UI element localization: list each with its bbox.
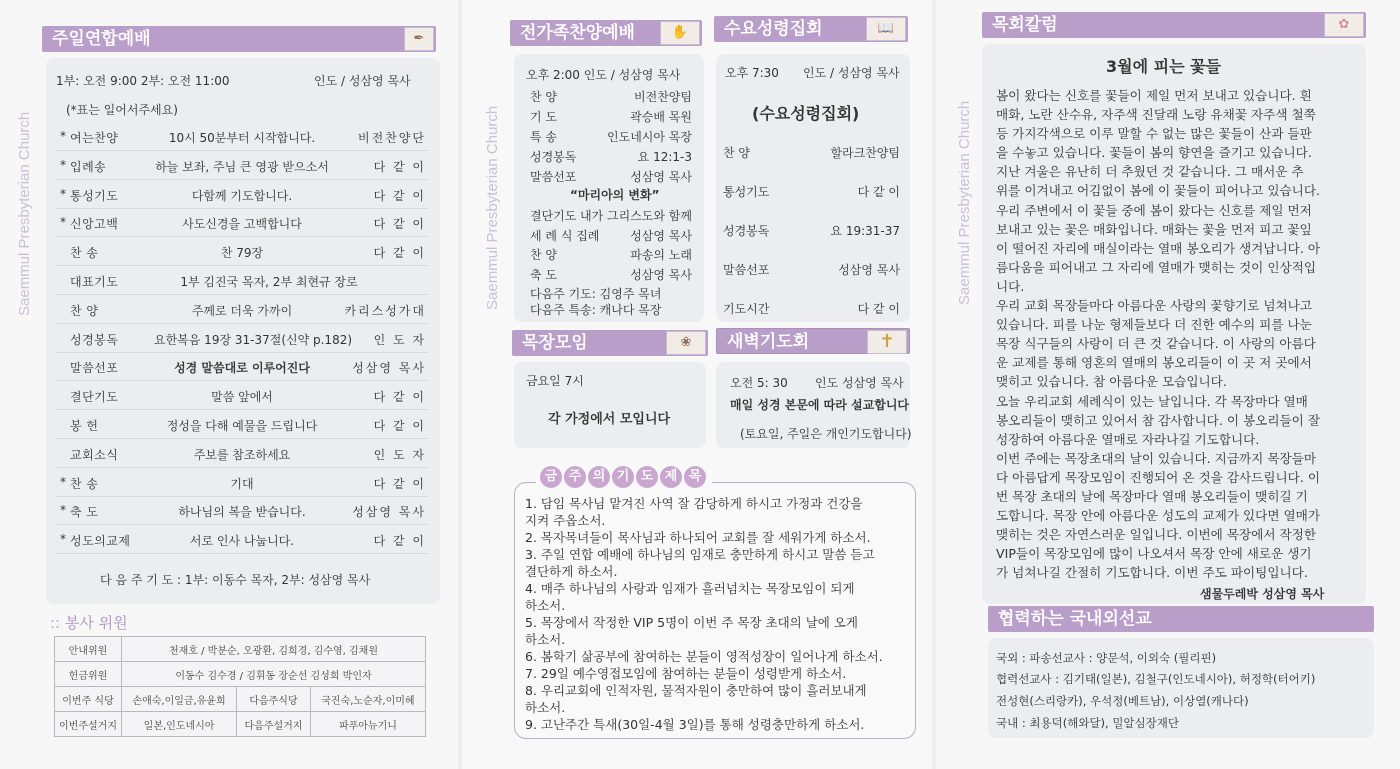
column-line: 봄이 왔다는 신호를 꽃들이 제일 먼저 보내고 있습니다. 흰 <box>996 88 1312 103</box>
row-desc: 기대 <box>230 476 254 491</box>
staff-cell: 이동수 김수경 / 김휘동 장순선 김성희 박인자 <box>122 662 426 687</box>
wednesday-row-person: 할라크찬양팀 <box>830 146 900 160</box>
wednesday-title: 수요성령집회 <box>724 19 823 39</box>
family-row-name: 축 도 <box>530 267 557 282</box>
column-line: VIP들이 목장모임에 많이 나오셔서 목장 안에 새로운 생기 <box>996 546 1312 562</box>
column-line: 우리 교회 목장들마다 아름다운 사랑의 꽃향기로 넘쳐나고 <box>996 298 1312 314</box>
row-person: 다 같 이 <box>373 188 426 203</box>
sunday-note: (*표는 일어서주세요) <box>66 103 178 117</box>
row-desc: 성경 말씀대로 이루어진다 <box>174 361 310 376</box>
column-line: 맺히고 있습니다. 참 아름다운 모습입니다. <box>996 374 1227 390</box>
mission-line: 국내 : 최용덕(해와달), 밀알심장재단 <box>996 716 1179 730</box>
column-line: 을 수놓고 있습니다. 꽃들이 봄의 향연을 즐기고 있습니다. <box>996 145 1312 161</box>
family-row-name: 찬 양 <box>530 248 557 262</box>
staff-table <box>54 636 426 737</box>
prayer-topic-line: 결단하게 하소서. <box>525 564 618 579</box>
sunday-order-row <box>56 266 428 295</box>
wednesday-row-name: 통성기도 <box>723 185 770 199</box>
column-title: 목회칼럼 <box>992 15 1058 35</box>
row-person: 성삼영 목사 <box>352 505 426 520</box>
wednesday-row-person: 다 같 이 <box>857 185 900 199</box>
prayer-topic-line: 지켜 주옵소서. <box>525 513 606 528</box>
family-row-person: 곽승배 목원 <box>630 110 692 124</box>
dawn-title: 새벽기도회 <box>727 332 810 352</box>
prayer-title-char: 목 <box>684 466 706 488</box>
column-line: 보내고 있는 꽃은 매화입니다. 매화는 꽃을 먼저 피고 꽃잎 <box>996 221 1312 237</box>
sunday-service-title: 주일연합예배 <box>52 29 151 49</box>
vertical-church-name-right: Saemmul Presbyterian Church <box>956 100 973 305</box>
staff-cell: 다음주설거지 <box>237 712 311 737</box>
row-desc: 요한복음 19장 31-37절(신약 p.182) <box>154 332 353 347</box>
family-worship-header <box>510 20 702 46</box>
prayer-topic-line: 7. 29일 예수영접모임에 참여하는 분들이 성령받게 하소서. <box>525 666 847 681</box>
row-person: 카리스성가대 <box>344 303 426 318</box>
row-desc: 정성을 다해 예물을 드립니다 <box>166 419 318 433</box>
hands-icon: ✋ <box>660 21 700 45</box>
sunday-order-row <box>56 295 428 324</box>
dawn-note: (토요일, 주일은 개인기도합니다) <box>740 427 912 441</box>
row-name: 결단기도 <box>70 390 119 405</box>
family-next-prayer: 다음주 기도: 김영주 목녀 <box>530 287 662 301</box>
row-person: 다 같 이 <box>373 419 426 433</box>
dawn-leader: 인도 성삼영 목사 <box>815 376 904 390</box>
row-name: 신앙고백 <box>70 217 119 232</box>
prayer-title-char: 도 <box>636 466 658 488</box>
sunday-order-row <box>56 151 428 180</box>
prayer-topic-line: 하소서. <box>525 598 566 613</box>
column-line: 우리 주변에서 이 꽃들 중에 봄이 왔다는 신호를 제일 먼저 <box>996 202 1312 218</box>
column-header <box>982 12 1366 38</box>
row-star: * <box>60 129 66 143</box>
prayer-topic-line: 2. 목자목녀들이 목사님과 하나되어 교회를 잘 세워가게 하소서. <box>525 530 871 545</box>
column-line: 이번 주에는 목장초대의 날이 있습니다. 지금까지 목장들마 <box>996 450 1316 466</box>
dawn-header <box>716 328 910 354</box>
column-line: 등 가지각색으로 이루 말할 수 없는 많은 꽃들이 산과 들판 <box>996 126 1312 142</box>
sunday-order-row <box>56 439 428 468</box>
wednesday-heading: (수요성령집회) <box>752 104 860 123</box>
family-row-person: 성삼영 목사 <box>630 170 692 184</box>
dawn-desc: 매일 성경 본문에 따라 설교합니다 <box>730 398 910 412</box>
row-name: 봉 헌 <box>70 419 99 433</box>
mission-line: 전성현(스리랑카), 우석정(베트남), 이상열(캐나다) <box>996 694 1249 708</box>
row-desc: 1부 김진국 목자, 2부 최현규 장로 <box>180 275 358 289</box>
staff-row <box>55 662 426 687</box>
prayer-topic-line: 3. 주일 연합 예배에 하나님의 임재로 충만하게 하시고 말씀 듣고 <box>525 547 875 562</box>
vertical-church-name-left: Saemmul Presbyterian Church <box>16 111 33 316</box>
wednesday-row-person: 다 같 이 <box>857 302 900 316</box>
column-line: 도합니다. 목장 안에 아름다운 성도의 교제가 있다면 열매가 <box>996 508 1320 524</box>
sunday-service-header <box>42 26 436 52</box>
column-line: 름다움을 피어내고 그 자리에 열매가 맺히는 것이 인상적입 <box>996 259 1316 275</box>
family-row-name: 특 송 <box>530 130 557 144</box>
pen-icon: ✒ <box>404 27 434 51</box>
staff-cell: 국진숙,노순자,이미혜 <box>310 687 425 712</box>
row-name: 찬 송 <box>70 476 99 491</box>
prayer-topic-line: 9. 고난주간 특새(30일-4월 3일)를 통해 성령충만하게 하소서. <box>525 717 865 732</box>
family-sermon: “마리아의 변화” <box>570 188 660 202</box>
sunday-order-row <box>56 525 428 554</box>
family-row-name: 말씀선포 <box>530 170 577 184</box>
row-desc: 찬 79장 <box>220 246 264 261</box>
row-name: 대표기도 <box>70 275 119 289</box>
column-body <box>996 86 1358 582</box>
wednesday-row-person: 요 19:31-37 <box>830 224 900 238</box>
row-desc: 다함께 기도합니다. <box>191 188 293 203</box>
family-row-person: 성삼영 목사 <box>630 267 692 282</box>
mokjang-title: 목장모임 <box>522 333 588 353</box>
prayer-title-char: 제 <box>660 466 682 488</box>
family-row-person: 비전찬양팀 <box>634 90 692 104</box>
prayer-title-char: 의 <box>588 466 610 488</box>
bullet-icon: :: <box>50 614 65 632</box>
row-person: 다 같 이 <box>373 159 426 174</box>
column-line: 성장하여 아름다운 열매로 자라나길 기도합니다. <box>996 431 1260 447</box>
wednesday-row-name: 성경봉독 <box>723 224 770 238</box>
sunday-order-row <box>56 180 428 209</box>
flower-icon: ❀ <box>666 331 706 355</box>
row-star: * <box>60 503 66 518</box>
prayer-topics-box <box>514 482 916 739</box>
row-name: 축 도 <box>70 505 99 520</box>
sunday-order-row <box>56 324 428 353</box>
row-name: 교회소식 <box>70 447 119 462</box>
row-name: 성경봉독 <box>70 332 119 347</box>
prayer-title-char: 주 <box>564 466 586 488</box>
family-row-person: 성삼영 목사 <box>630 228 692 243</box>
column-line: 맺히는 것은 자연스러운 일입니다. 이번에 목장에서 작정한 <box>996 527 1316 543</box>
row-name: 성도의교제 <box>70 534 131 549</box>
staff-cell: 천재호 / 박분순, 오광환, 김희경, 김수영, 김채원 <box>122 637 426 662</box>
prayer-topic-line: 하소서. <box>525 700 566 715</box>
row-person: 다 같 이 <box>373 246 426 261</box>
family-worship-title: 전가족찬양예배 <box>520 23 635 43</box>
family-row-name: 성경봉독 <box>530 150 577 164</box>
family-next-special: 다음주 특송: 캐나다 목장 <box>530 303 662 317</box>
row-star: * <box>60 157 66 172</box>
column-line: 이 떨어진 자리에 매실이라는 열매 봉오리가 생겨납니다. 아 <box>996 240 1320 256</box>
row-desc: 10시 50분부터 시작합니다. <box>168 131 316 145</box>
prayer-title-char: 기 <box>612 466 634 488</box>
wednesday-row-name: 기도시간 <box>723 302 770 316</box>
row-person: 성삼영 목사 <box>352 361 426 376</box>
prayer-topic-line: 8. 우리교회에 인적자원, 물적자원이 충만하여 많이 흘러보내게 <box>525 683 867 698</box>
prayer-topic-line: 4. 매주 하나님의 사랑과 임재가 흘러넘치는 목장모임이 되게 <box>525 581 855 596</box>
column-line: 지난 겨울은 유난히 더 추웠던 것 같습니다. 그 매서운 추 <box>996 164 1304 180</box>
family-row-person: 인도네시아 목장 <box>607 130 692 144</box>
row-star: * <box>60 532 66 547</box>
family-row-person: 파송의 노래 <box>630 248 692 262</box>
staff-cell: 일본,인도네시아 <box>122 712 237 737</box>
vertical-church-name-middle: Saemmul Presbyterian Church <box>484 105 501 310</box>
prayer-topic-line: 하소서. <box>525 632 566 647</box>
staff-title-text: 봉사 위원 <box>64 614 128 632</box>
row-person: 인 도 자 <box>373 332 426 347</box>
row-desc: 주께로 더욱 가까이 <box>191 303 293 318</box>
wednesday-leader: 인도 / 성삼영 목사 <box>803 66 900 80</box>
column-line: 오늘 우리교회 세례식이 있는 날입니다. 각 목장마다 열매 <box>996 393 1308 409</box>
row-star: * <box>60 186 66 201</box>
family-row-person: 요 12:1-3 <box>637 150 692 164</box>
staff-row <box>55 712 426 737</box>
sunday-next-prayer: 다 음 주 기 도 : 1부: 이동수 목자, 2부: 성삼영 목사 <box>100 573 371 587</box>
sunday-order-row <box>56 496 428 525</box>
row-person: 다 같 이 <box>373 390 426 405</box>
prayer-topic-line: 5. 목장에서 작정한 VIP 5명이 이번 주 목장 초대의 날에 오게 <box>525 615 858 630</box>
column-line: 봉오리들이 맺히고 있어서 참 감사합니다. 이 봉오리들이 잘 <box>996 412 1320 428</box>
family-row-name: 세 례 식 집례 <box>530 228 600 243</box>
wednesday-header <box>714 16 908 42</box>
row-star: * <box>60 215 66 230</box>
sunday-order-row <box>56 208 428 237</box>
family-row-name: 기 도 <box>530 110 557 124</box>
sunday-order-row <box>56 381 428 410</box>
column-line: 번 목장 초대의 날에 목장마다 열매 봉오리들이 맺히길 기 <box>996 488 1308 504</box>
wednesday-row-name: 말씀선포 <box>723 263 770 277</box>
family-row-person: 내가 그리스도와 함께 <box>580 209 692 223</box>
row-name: 말씀선포 <box>70 361 119 376</box>
column-line: 다 아름답게 목장모임이 진행되어 온 것을 감사드립니다. 이 <box>996 469 1320 485</box>
prayer-topic-line: 6. 봄학기 삶공부에 참여하는 분들이 영적성장이 일어나게 하소서. <box>525 649 883 664</box>
column-line: 위를 이겨내고 어김없이 봄에 이 꽃들이 피어나고 있습니다. <box>996 183 1320 199</box>
column-heading: 3월에 피는 꽃들 <box>1106 57 1222 76</box>
sunday-order-row <box>56 468 428 497</box>
mission-header <box>988 606 1374 632</box>
row-name: 찬 송 <box>70 246 99 261</box>
column-line: 운 교제를 통해 영혼의 열매의 봉오리들이 이 곳 저 곳에서 <box>996 355 1312 371</box>
row-desc: 하늘 보좌, 주님 큰 영광 받으소서 <box>155 159 329 174</box>
prayer-topics-title <box>536 465 712 488</box>
row-person: 인 도 자 <box>373 447 426 462</box>
column-line: 매화, 노란 산수유, 자주색 진달래 노랑 유채꽃 자주색 철쭉 <box>996 107 1316 123</box>
family-row-name: 찬 양 <box>530 90 557 104</box>
mission-line: 국외 : 파송선교사 : 양문석, 이외숙 (필리핀) <box>996 651 1217 665</box>
staff-title <box>50 612 128 633</box>
column-signature: 샘물두레박 성삼영 목사 <box>1200 587 1325 601</box>
column-line: 있습니다. 피를 나눈 형제들보다 더 진한 예수의 피를 나눈 <box>996 317 1312 333</box>
row-name: 여는찬양 <box>70 131 119 145</box>
flower-icon: ✿ <box>1324 13 1364 37</box>
row-desc: 사도신경을 고백합니다 <box>182 217 302 232</box>
family-line1: 오후 2:00 인도 / 성삼영 목사 <box>526 68 681 82</box>
wednesday-time: 오후 7:30 <box>725 66 779 80</box>
prayer-topic-line: 1. 담임 목사님 맡겨진 사역 잘 감당하게 하시고 가정과 건강을 <box>525 496 863 511</box>
prayer-title-char: 금 <box>540 466 562 488</box>
sunday-order-row <box>56 237 428 266</box>
mokjang-header <box>512 330 708 356</box>
mission-title: 협력하는 국내외선교 <box>998 609 1152 629</box>
staff-cell: 안내위원 <box>55 637 122 662</box>
sunday-time-line: 1부: 오전 9:00 2부: 오전 11:00 <box>56 74 230 88</box>
row-desc: 주보를 참조하세요 <box>193 447 291 462</box>
cross-icon: ✝ <box>867 330 907 354</box>
column-line: 목장 식구들의 사랑이 더 큰 것 같습니다. 이 사랑의 아름다 <box>996 336 1316 352</box>
row-name: 찬 양 <box>70 303 99 318</box>
row-person: 다 같 이 <box>373 534 426 549</box>
row-person: 다 같 이 <box>373 217 426 232</box>
sunday-order-row <box>56 122 428 151</box>
staff-cell: 헌금위원 <box>55 662 122 687</box>
wednesday-row-name: 찬 양 <box>723 146 750 160</box>
row-star: * <box>60 474 66 489</box>
row-desc: 하나님의 복을 받습니다. <box>178 505 306 520</box>
staff-row <box>55 637 426 662</box>
staff-cell: 다음주식당 <box>237 687 311 712</box>
staff-cell: 손애숙,이일금,유윤희 <box>122 687 237 712</box>
dawn-time: 오전 5: 30 <box>730 376 788 390</box>
staff-cell: 이번주 식당 <box>55 687 122 712</box>
mokjang-desc: 각 가정에서 모입니다 <box>548 412 671 427</box>
row-person: 다 같 이 <box>373 476 426 491</box>
family-row-name: 결단기도 <box>530 209 577 223</box>
book-icon: 📖 <box>866 17 906 41</box>
column-line: 니다. <box>996 278 1025 294</box>
row-desc: 서로 인사 나눕니다. <box>189 534 295 549</box>
staff-row <box>55 687 426 712</box>
row-desc: 말씀 앞에서 <box>211 390 273 405</box>
row-person: 비전찬양단 <box>358 131 426 145</box>
column-line: 가 넘쳐나길 간절히 기도합니다. 이번 주도 파이팅입니다. <box>996 565 1308 581</box>
sunday-order-row <box>56 352 428 381</box>
sunday-order-row <box>56 410 428 439</box>
mission-line: 협력선교사 : 김기태(일본), 김철구(인도네시아), 허정학(터어키) <box>996 672 1316 686</box>
staff-cell: 파푸아뉴기니 <box>310 712 425 737</box>
row-name: 입례송 <box>70 159 107 174</box>
row-name: 통성기도 <box>70 188 119 203</box>
mokjang-time: 금요일 7시 <box>526 374 584 388</box>
sunday-time-leader: 인도 / 성삼영 목사 <box>314 74 411 88</box>
staff-cell: 이번주설거지 <box>55 712 122 737</box>
wednesday-row-person: 성삼영 목사 <box>838 263 900 277</box>
